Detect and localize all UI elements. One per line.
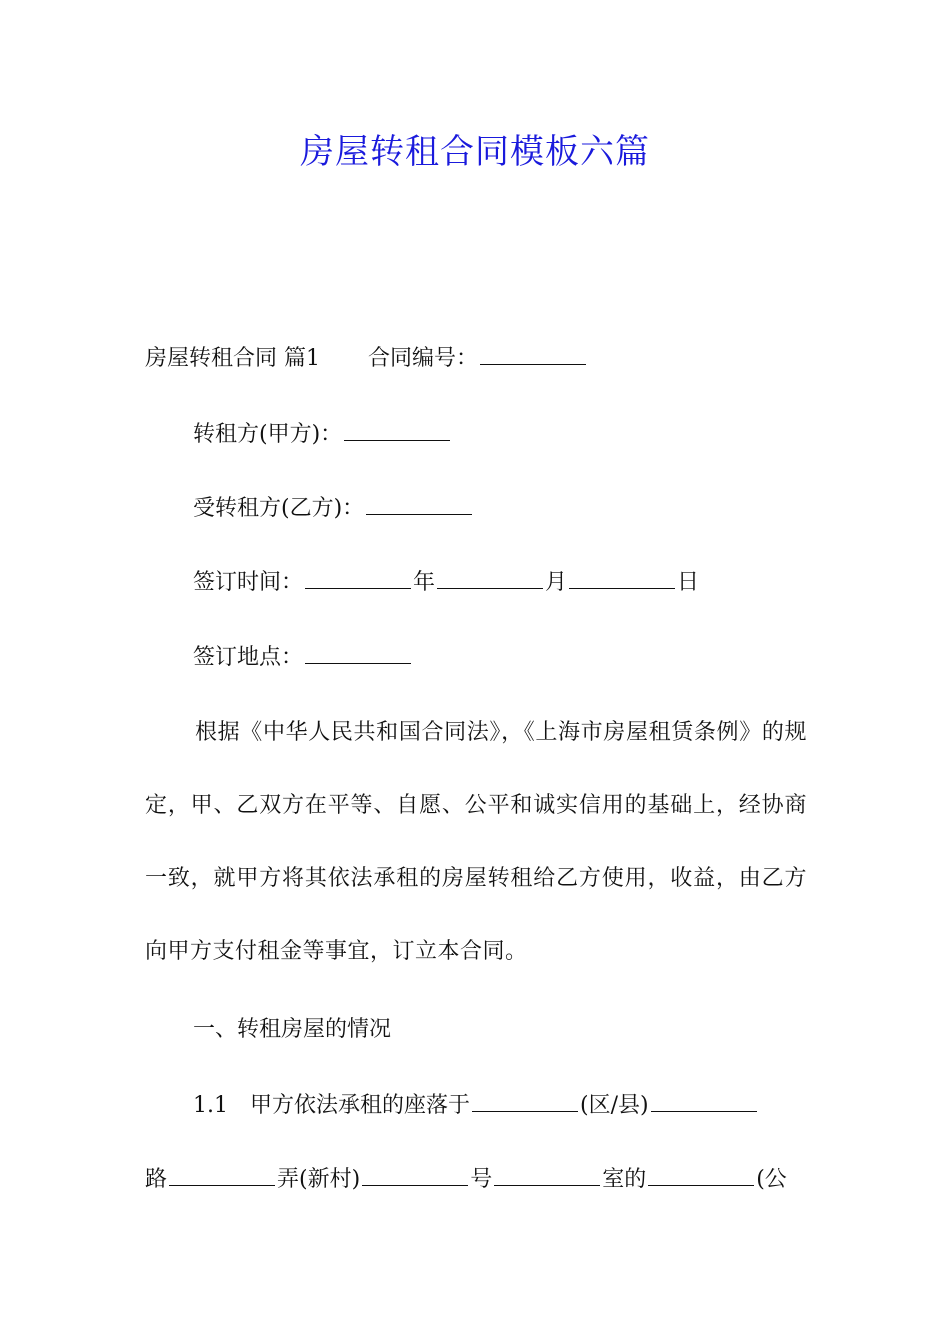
- contract-no-label: 合同编号：: [368, 346, 479, 371]
- district-blank: [472, 1091, 578, 1112]
- road-blank: [651, 1091, 757, 1112]
- lane-blank: [169, 1165, 275, 1186]
- contract-no-blank: [480, 344, 586, 365]
- sign-year-label: 年: [413, 570, 436, 595]
- type-blank: [648, 1165, 754, 1186]
- clause-text-d: 弄(新村): [277, 1167, 361, 1192]
- header-line: [145, 343, 588, 375]
- sublessee-label: 受转租方(乙方)：: [193, 496, 365, 521]
- document-title: 房屋转租合同模板六篇: [300, 132, 650, 172]
- sublessee-line: [193, 493, 474, 525]
- intro-paragraph: 根据《中华人民共和国合同法》，《上海市房屋租赁条例》的规定，甲、乙双方在平等、自愿、公平和诚实信用的基础上，经协商一致，就甲方将其依法承租的房屋转租给乙方使用，收益，由乙方向甲方支付租金等事宜，订立本合同。: [145, 720, 807, 964]
- sign-time-label: 签订时间：: [193, 570, 304, 595]
- clause-number: 1.1: [193, 1093, 228, 1118]
- contract-part-label: 房屋转租合同 篇1: [145, 346, 320, 371]
- clause-1-1-line-1: [193, 1090, 759, 1122]
- room-blank: [494, 1165, 600, 1186]
- sign-month-blank: [437, 568, 543, 589]
- sign-place-label: 签订地点：: [193, 645, 304, 670]
- sign-year-blank: [305, 568, 411, 589]
- sublessor-line: [193, 419, 452, 451]
- sign-day-blank: [569, 568, 675, 589]
- sign-place-line: [193, 642, 413, 674]
- sublessor-label: 转租方(甲方)：: [193, 422, 343, 447]
- sublessee-blank: [366, 494, 472, 515]
- sign-place-blank: [305, 643, 411, 664]
- sign-day-label: 日: [677, 570, 700, 595]
- sign-time-line: [193, 567, 699, 599]
- clause-text-f: 室的: [602, 1167, 647, 1192]
- sublessor-blank: [344, 420, 450, 441]
- number-blank: [362, 1165, 468, 1186]
- clause-text-c: 路: [145, 1167, 168, 1192]
- sign-month-label: 月: [545, 570, 568, 595]
- clause-text-g: (公: [756, 1167, 787, 1192]
- clause-text-b: (区/县): [580, 1093, 649, 1118]
- section-1-heading: 一、转租房屋的情况: [193, 1017, 392, 1042]
- clause-text-e: 号: [470, 1167, 493, 1192]
- clause-text-a: 甲方依法承租的座落于: [250, 1093, 471, 1118]
- clause-1-1-line-2: [145, 1164, 787, 1196]
